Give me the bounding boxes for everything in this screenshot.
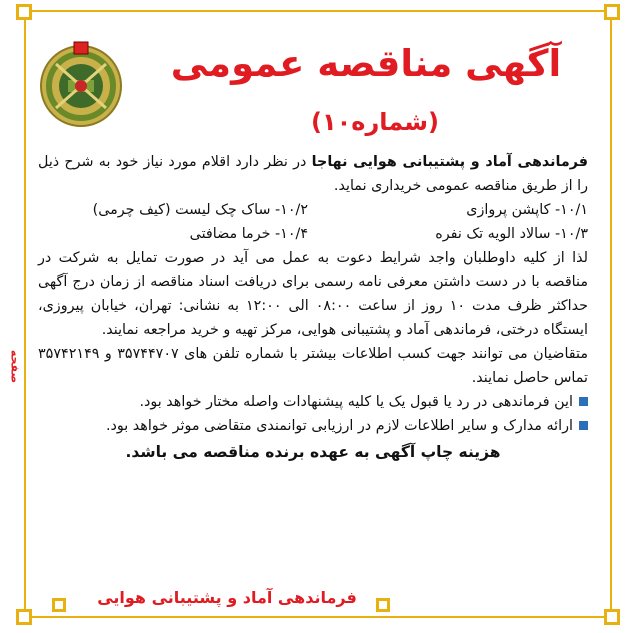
notice-body bbox=[38, 150, 588, 464]
frame-corner-bottom-right bbox=[604, 609, 620, 625]
side-date bbox=[0, 242, 15, 255]
footer-square-right bbox=[376, 598, 390, 612]
intro-text: در نظر دارد اقلام مورد نیاز خود به شرح ذیل را از طریق مناقصه عمومی خریداری نماید. bbox=[38, 154, 588, 194]
notice-title: آگهی مناقصه عمومی bbox=[170, 42, 562, 85]
invitation-paragraph: لذا از کلیه داوطلبان واجد شرایط دعوت به عمل می آید در صورت تمایل به شرکت در مناقصه با در دست داشتن معرفی نامه رسمی برای دریافت اسناد مناقصه از زمان درج آگهی حداکثر ظرف مدت ۱۰ روز از ساعت ۰۸:۰۰ الی ۱۲:۰۰ به نشانی: تهران، خیابان پیروزی، ایستگاه درختی، فرماندهی آماد و پشتیبانی هوایی، مرکز تهیه و خرید مراجعه نمایند. bbox=[38, 250, 588, 338]
footer-square-left bbox=[52, 598, 66, 612]
list-item: ۱۰/۱- کاپشن پروازی bbox=[466, 202, 588, 218]
frame-corner-top-left bbox=[16, 4, 32, 20]
bullet-item bbox=[38, 414, 588, 438]
notice-number: (شماره۱۰) bbox=[311, 108, 439, 136]
footer-organization: فرماندهی آماد و پشتیبانی هوایی bbox=[97, 588, 357, 607]
list-item: ۱۰/۴- خرما مضافتی bbox=[189, 226, 308, 242]
organization-name: فرماندهی آماد و پشتیبانی هوایی نهاجا bbox=[311, 154, 589, 170]
side-page-word: صفحه bbox=[8, 349, 22, 384]
frame-corner-bottom-left bbox=[16, 609, 32, 625]
square-bullet-icon bbox=[579, 397, 588, 406]
list-item: ۱۰/۲- ساک چک لیست (کیف چرمی) bbox=[92, 202, 308, 218]
army-emblem-icon bbox=[36, 38, 126, 128]
bullet-item bbox=[38, 390, 588, 414]
frame-corner-top-right bbox=[604, 4, 620, 20]
bullet-text: ارائه مدارک و سایر اطلاعات لازم در ارزیابی توانمندی متقاضی موثر خواهد بود. bbox=[105, 418, 573, 434]
bullet-text: این فرماندهی در رد یا قبول یک یا کلیه پیشنهادات واصله مختار خواهد بود. bbox=[139, 394, 573, 410]
square-bullet-icon bbox=[579, 421, 588, 430]
cost-note: هزینه چاپ آگهی به عهده برنده مناقصه می باشد. bbox=[125, 443, 501, 461]
items-list bbox=[38, 198, 588, 246]
side-caption bbox=[3, 230, 21, 510]
contact-paragraph: متقاضیان می توانند جهت کسب اطلاعات بیشتر با شماره تلفن های ۳۵۷۴۴۷۰۷ و ۳۵۷۴۲۱۴۹ تماس حاصل نمایند. bbox=[38, 346, 588, 386]
intro-paragraph bbox=[38, 150, 588, 198]
list-item: ۱۰/۳- سالاد الویه تک نفره bbox=[435, 226, 588, 242]
